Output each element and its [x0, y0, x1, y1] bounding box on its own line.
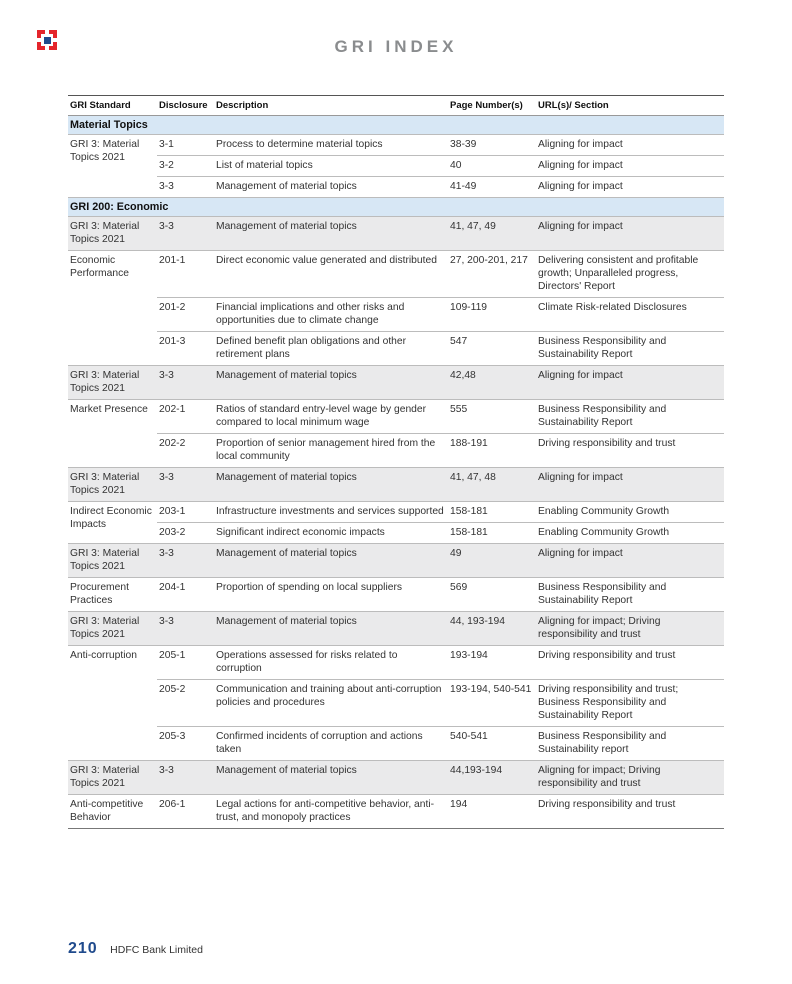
table-row	[68, 298, 724, 332]
page-cell: 188-191	[448, 434, 536, 468]
description-cell: Operations assessed for risks related to corruption	[214, 646, 448, 680]
disclosure-cell: 203-1	[157, 502, 214, 523]
disclosure-cell: 3-3	[157, 366, 214, 400]
description-cell: Financial implications and other risks and opportunities due to climate change	[214, 298, 448, 332]
page-title: GRI INDEX	[334, 37, 458, 56]
section-row	[68, 198, 724, 217]
section-row	[68, 116, 724, 135]
description-cell: Management of material topics	[214, 612, 448, 646]
table-row	[68, 544, 724, 578]
col-gri-standard: GRI Standard	[68, 96, 157, 116]
page-cell: 547	[448, 332, 536, 366]
page-cell: 109-119	[448, 298, 536, 332]
section-cell: Aligning for impact; Driving responsibility and trust	[536, 612, 724, 646]
description-cell: Ratios of standard entry-level wage by gender compared to local minimum wage	[214, 400, 448, 434]
section-cell: Business Responsibility and Sustainability Report	[536, 400, 724, 434]
table-row	[68, 646, 724, 680]
disclosure-cell: 3-1	[157, 135, 214, 156]
description-cell: Process to determine material topics	[214, 135, 448, 156]
section-cell: Enabling Community Growth	[536, 502, 724, 523]
description-cell: Proportion of spending on local suppliers	[214, 578, 448, 612]
disclosure-cell: 3-2	[157, 156, 214, 177]
disclosure-cell: 204-1	[157, 578, 214, 612]
section-cell: Business Responsibility and Sustainability Report	[536, 332, 724, 366]
gri-index-table	[68, 95, 724, 829]
table-row	[68, 434, 724, 468]
description-cell: Significant indirect economic impacts	[214, 523, 448, 544]
table-row	[68, 217, 724, 251]
disclosure-cell: 205-2	[157, 680, 214, 727]
table-row	[68, 135, 724, 156]
table-row	[68, 502, 724, 523]
table-row	[68, 400, 724, 434]
description-cell: Direct economic value generated and distributed	[214, 251, 448, 298]
page-cell: 44, 193-194	[448, 612, 536, 646]
page-cell: 38-39	[448, 135, 536, 156]
page-cell: 193-194	[448, 646, 536, 680]
section-cell: Driving responsibility and trust	[536, 646, 724, 680]
page-cell: 27, 200-201, 217	[448, 251, 536, 298]
description-cell: List of material topics	[214, 156, 448, 177]
section-title: Material Topics	[68, 116, 724, 135]
col-disclosure: Disclosure	[157, 96, 214, 116]
description-cell: Management of material topics	[214, 761, 448, 795]
page-cell: 193-194, 540-541	[448, 680, 536, 727]
description-cell: Management of material topics	[214, 217, 448, 251]
disclosure-cell: 3-3	[157, 612, 214, 646]
section-cell: Aligning for impact	[536, 468, 724, 502]
page-cell: 540-541	[448, 727, 536, 761]
page-number: 210	[68, 940, 98, 957]
description-cell: Management of material topics	[214, 366, 448, 400]
section-title: GRI 200: Economic	[68, 198, 724, 217]
gri-standard-cell: GRI 3: Material Topics 2021	[68, 366, 157, 400]
page-cell: 555	[448, 400, 536, 434]
col-description: Description	[214, 96, 448, 116]
page-cell: 49	[448, 544, 536, 578]
table-row	[68, 795, 724, 829]
gri-standard-cell: Anti-corruption	[68, 646, 157, 761]
disclosure-cell: 205-1	[157, 646, 214, 680]
page-cell: 41-49	[448, 177, 536, 198]
gri-standard-cell: Procurement Practices	[68, 578, 157, 612]
table-row	[68, 680, 724, 727]
table-row	[68, 761, 724, 795]
disclosure-cell: 202-1	[157, 400, 214, 434]
gri-standard-cell: Market Presence	[68, 400, 157, 468]
description-cell: Communication and training about anti-corruption policies and procedures	[214, 680, 448, 727]
page-cell: 158-181	[448, 523, 536, 544]
description-cell: Management of material topics	[214, 468, 448, 502]
section-cell: Aligning for impact	[536, 366, 724, 400]
section-cell: Driving responsibility and trust; Business Responsibility and Sustainability Report	[536, 680, 724, 727]
disclosure-cell: 202-2	[157, 434, 214, 468]
page-footer	[68, 940, 203, 958]
section-cell: Driving responsibility and trust	[536, 795, 724, 829]
description-cell: Defined benefit plan obligations and other retirement plans	[214, 332, 448, 366]
disclosure-cell: 3-3	[157, 544, 214, 578]
section-cell: Driving responsibility and trust	[536, 434, 724, 468]
page-cell: 40	[448, 156, 536, 177]
section-cell: Delivering consistent and profitable growth; Unparalleled progress, Directors' Report	[536, 251, 724, 298]
section-cell: Aligning for impact	[536, 135, 724, 156]
disclosure-cell: 201-1	[157, 251, 214, 298]
disclosure-cell: 3-3	[157, 761, 214, 795]
section-cell: Aligning for impact	[536, 177, 724, 198]
gri-standard-cell: GRI 3: Material Topics 2021	[68, 468, 157, 502]
gri-standard-cell: GRI 3: Material Topics 2021	[68, 217, 157, 251]
table-row	[68, 177, 724, 198]
table-row	[68, 366, 724, 400]
gri-standard-cell: GRI 3: Material Topics 2021	[68, 761, 157, 795]
section-cell: Aligning for impact; Driving responsibility and trust	[536, 761, 724, 795]
table-row	[68, 578, 724, 612]
page-cell: 41, 47, 48	[448, 468, 536, 502]
disclosure-cell: 206-1	[157, 795, 214, 829]
disclosure-cell: 201-3	[157, 332, 214, 366]
description-cell: Confirmed incidents of corruption and actions taken	[214, 727, 448, 761]
table-row	[68, 251, 724, 298]
table-row	[68, 727, 724, 761]
col-page-numbers: Page Number(s)	[448, 96, 536, 116]
section-cell: Aligning for impact	[536, 156, 724, 177]
table-header-row	[68, 96, 724, 116]
description-cell: Infrastructure investments and services supported	[214, 502, 448, 523]
disclosure-cell: 203-2	[157, 523, 214, 544]
table-row	[68, 156, 724, 177]
description-cell: Management of material topics	[214, 177, 448, 198]
description-cell: Legal actions for anti-competitive behavior, anti-trust, and monopoly practices	[214, 795, 448, 829]
table-row	[68, 332, 724, 366]
disclosure-cell: 201-2	[157, 298, 214, 332]
page-cell: 194	[448, 795, 536, 829]
company-name: HDFC Bank Limited	[110, 944, 203, 956]
gri-standard-cell: Indirect Economic Impacts	[68, 502, 157, 544]
page-cell: 158-181	[448, 502, 536, 523]
section-cell: Aligning for impact	[536, 217, 724, 251]
section-cell: Aligning for impact	[536, 544, 724, 578]
section-cell: Business Responsibility and Sustainability report	[536, 727, 724, 761]
section-cell: Enabling Community Growth	[536, 523, 724, 544]
table-row	[68, 468, 724, 502]
page-cell: 569	[448, 578, 536, 612]
col-url-section: URL(s)/ Section	[536, 96, 724, 116]
table-row	[68, 612, 724, 646]
table-row	[68, 523, 724, 544]
page-cell: 44,193-194	[448, 761, 536, 795]
gri-standard-cell: GRI 3: Material Topics 2021	[68, 544, 157, 578]
description-cell: Proportion of senior management hired from the local community	[214, 434, 448, 468]
gri-standard-cell: GRI 3: Material Topics 2021	[68, 612, 157, 646]
page-cell: 41, 47, 49	[448, 217, 536, 251]
disclosure-cell: 3-3	[157, 217, 214, 251]
gri-standard-cell: Anti-competitive Behavior	[68, 795, 157, 829]
disclosure-cell: 205-3	[157, 727, 214, 761]
disclosure-cell: 3-3	[157, 468, 214, 502]
gri-standard-cell: Economic Performance	[68, 251, 157, 366]
gri-standard-cell: GRI 3: Material Topics 2021	[68, 135, 157, 198]
description-cell: Management of material topics	[214, 544, 448, 578]
disclosure-cell: 3-3	[157, 177, 214, 198]
section-cell: Climate Risk-related Disclosures	[536, 298, 724, 332]
page-cell: 42,48	[448, 366, 536, 400]
section-cell: Business Responsibility and Sustainability Report	[536, 578, 724, 612]
